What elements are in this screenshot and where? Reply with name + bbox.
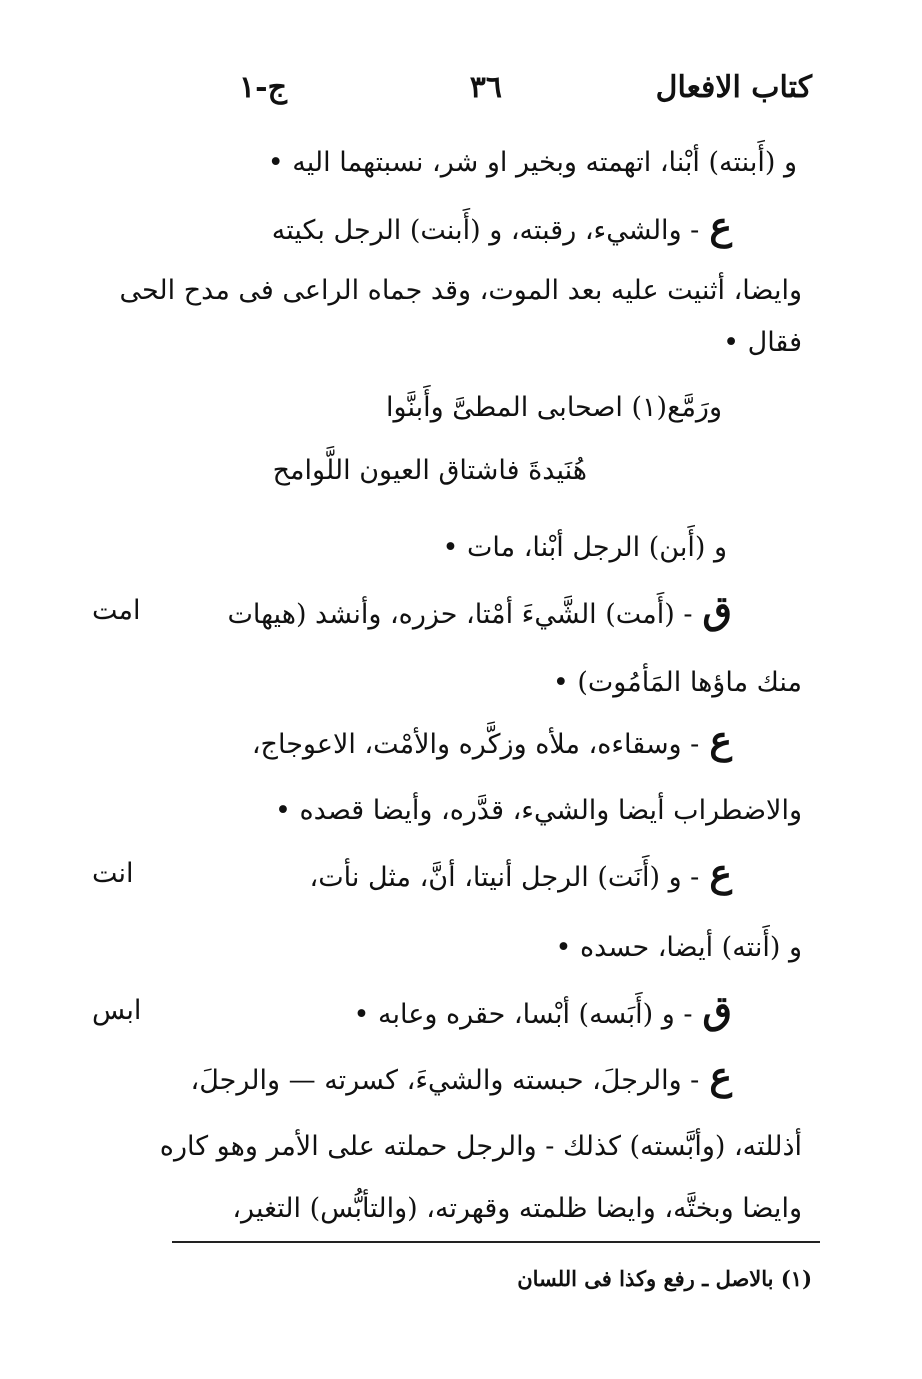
margin-note-abs: ابس bbox=[92, 995, 142, 1026]
text-line: فقال • bbox=[723, 327, 802, 358]
text-line: ق- و (أَبَسه) أبْسا، حقره وعابه • bbox=[353, 987, 732, 1032]
margin-note-ant: انت bbox=[92, 858, 134, 889]
section-marker: ق bbox=[702, 987, 732, 1032]
section-marker: ع bbox=[709, 850, 732, 895]
section-marker: ع bbox=[709, 203, 732, 248]
text-line: ع- والرجلَ، حبسته والشيءَ، كسرته — والرجلَ، bbox=[190, 1053, 732, 1098]
text-line: و (أَنته) أيضا، حسده • bbox=[555, 932, 802, 963]
text-line: وايضا وبختَّه، وايضا ظلمته وقهرته، (والتأبُّس) التغير، bbox=[232, 1193, 802, 1224]
book-title: كتاب الافعال bbox=[655, 70, 812, 105]
text-line: و (أَبن) الرجل أبْنا، مات • bbox=[442, 532, 727, 563]
text-line: منك ماؤها المَأمُوت) • bbox=[552, 667, 802, 698]
section-marker: ع bbox=[709, 717, 732, 762]
text-line: ع- و (أَنَت) الرجل أنيتا، أنَّ، مثل نأت، bbox=[309, 850, 732, 895]
text-line: ع- وسقاءه، ملأه وزكَّره والأمْت، الاعوجاج، bbox=[251, 717, 732, 762]
text-line: و (أَبنته) أبْنا، اتهمته وبخير او شر، نسبتهما اليه • bbox=[267, 147, 797, 178]
text-line: وايضا، أثنيت عليه بعد الموت، وقد جماه الراعى فى مدح الحى bbox=[119, 275, 802, 306]
footnote-divider bbox=[172, 1241, 820, 1243]
text-line: والاضطراب أيضا والشيء، قدَّره، وأيضا قصده • bbox=[275, 795, 802, 826]
text-line: أذللته، (وأبَّسته) كذلك - والرجل حملته على الأمر وهو كاره bbox=[159, 1131, 802, 1162]
footnote: (١) بالاصل ـ رفع وكذا فى اللسان bbox=[517, 1266, 812, 1291]
page-number: ٣٦ bbox=[469, 70, 502, 105]
margin-note-amt: امت bbox=[92, 595, 141, 626]
poetry-line: ورَمَّع(١) اصحابى المطىَّ وأَبنَّوا bbox=[386, 392, 722, 423]
text-line: ق- (أَمت) الشَّيءَ أمْتا، حزره، وأنشد (هيهات bbox=[227, 587, 732, 632]
section-marker: ق bbox=[702, 587, 732, 632]
poetry-line: هُنَيدةَ فاشتاق العيون اللَّوامح bbox=[272, 455, 587, 486]
volume-label: ج-١ bbox=[239, 70, 287, 105]
section-marker: ع bbox=[709, 1053, 732, 1098]
text-line: ع- والشيء، رقبته، و (أَبنت) الرجل بكيته bbox=[271, 203, 732, 248]
